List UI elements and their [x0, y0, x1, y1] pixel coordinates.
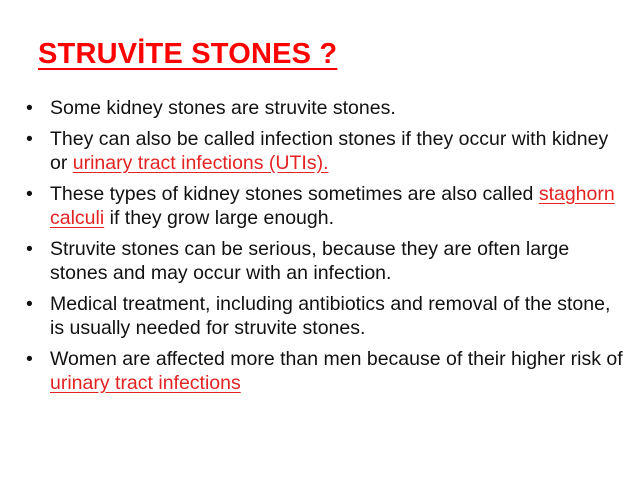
bullet-item: [24, 96, 624, 121]
bullet-text: Medical treatment, including antibiotics and removal of the stone, is usually needed for struvite stones.: [50, 292, 611, 339]
slide-title: STRUVİTE STONES ?: [38, 38, 338, 70]
bullet-text: These types of kidney stones sometimes are also called: [50, 182, 539, 205]
bullet-dot-icon: •: [26, 97, 33, 119]
bullet-item: [24, 292, 624, 341]
bullet-item: [24, 237, 624, 286]
bullet-dot-icon: •: [26, 127, 33, 150]
bullet-item: [24, 347, 624, 396]
bullet-dot-icon: •: [26, 347, 33, 370]
bullet-dot-icon: •: [26, 237, 33, 260]
bullet-item: [24, 127, 624, 176]
bullet-text: Some kidney stones are struvite stones.: [50, 97, 396, 119]
bullet-text-after: if they grow large enough.: [104, 207, 334, 229]
bullet-text: Struvite stones can be serious, because they are often large stones and may occur with an infection.: [50, 237, 570, 284]
link-urinary-tract-infections[interactable]: urinary tract infections: [50, 372, 241, 394]
link-utis[interactable]: urinary tract infections (UTIs).: [72, 152, 329, 174]
bullet-item: [24, 182, 624, 231]
link-staghorn-calculi[interactable]: staghorn calculi: [50, 182, 615, 229]
bullet-dot-icon: •: [26, 182, 33, 205]
bullet-text: They can also be called infection stones if they occur with kidney or: [50, 127, 609, 174]
bullet-text: Women are affected more than men because of their higher risk of: [50, 347, 623, 370]
bullet-dot-icon: •: [26, 292, 33, 315]
bullet-list: [24, 96, 624, 402]
